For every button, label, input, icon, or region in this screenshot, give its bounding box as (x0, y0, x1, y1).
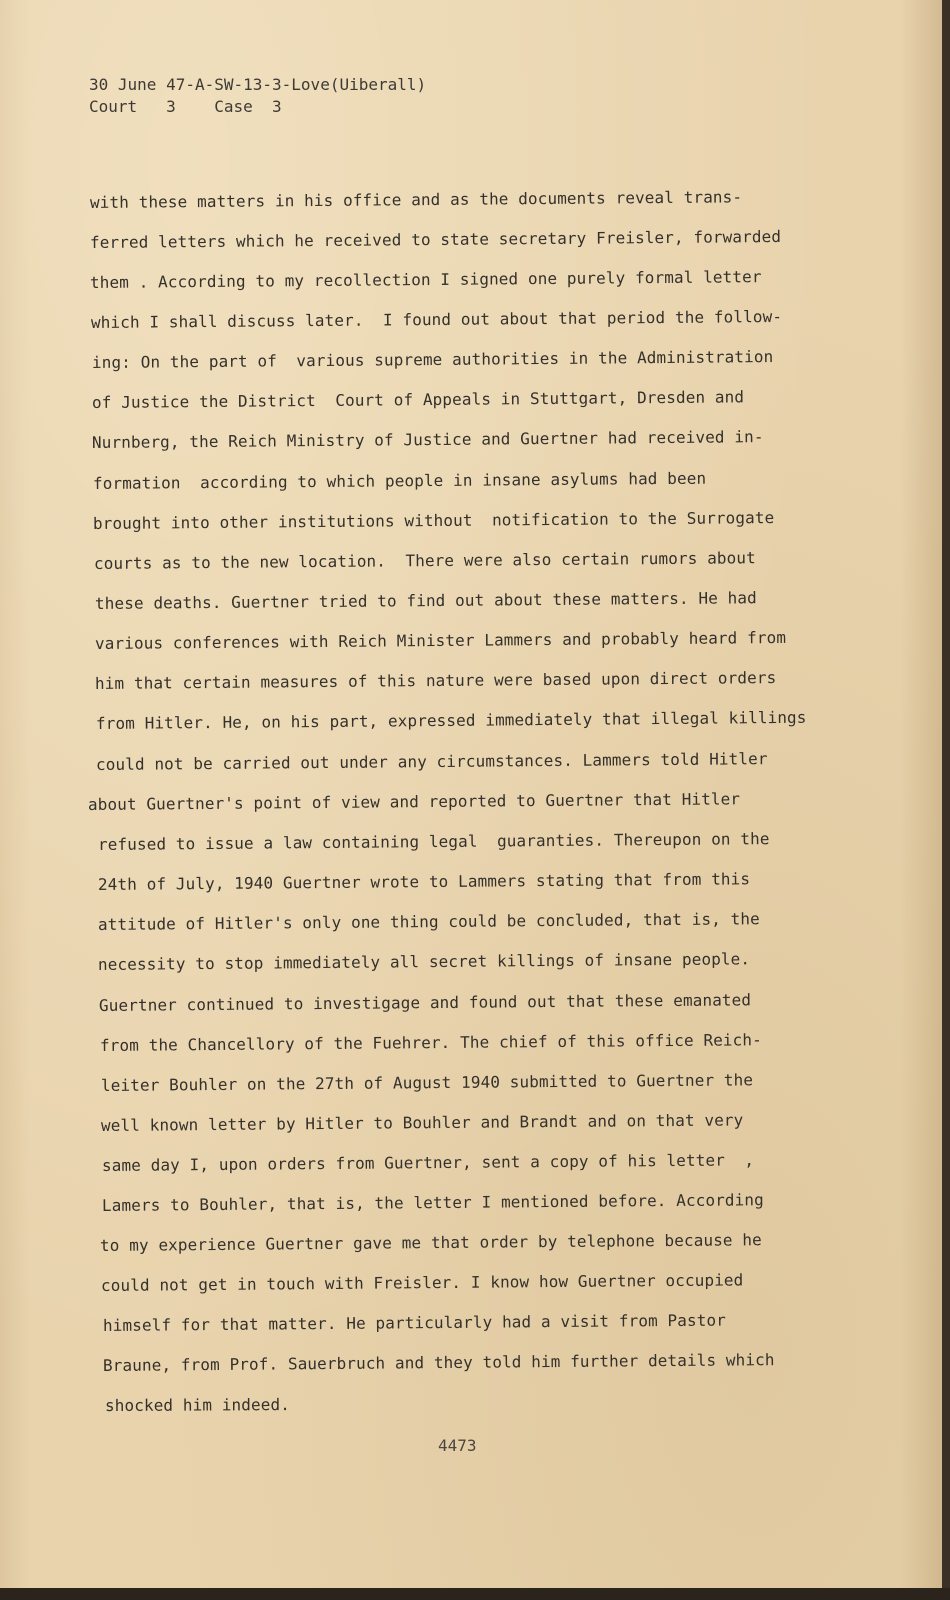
body-line: from the Chancellory of the Fuehrer. The chief of this office Reich- (99, 1030, 762, 1055)
scan-edge-right (942, 0, 950, 1600)
body-line: formation according to which people in insane asylums had been (92, 468, 707, 493)
body-line: shocked him indeed. (104, 1395, 290, 1415)
body-line: ing: On the part of various supreme authorities in the Administration (91, 347, 774, 372)
body-line: well known letter by Hitler to Bouhler and Brandt and on that very (100, 1110, 744, 1135)
body-line: Braune, from Prof. Sauerbruch and they told him further details which (102, 1350, 775, 1375)
body-line: leiter Bouhler on the 27th of August 1940 submitted to Guertner the (100, 1070, 754, 1095)
body-line: them . According to my recollection I signed one purely formal letter (89, 267, 762, 292)
body-line: could not be carried out under any circumstances. Lammers told Hitler (95, 749, 768, 774)
body-line: which I shall discuss later. I found out about that period the follow- (90, 306, 783, 332)
body-line: himself for that matter. He particularly had a visit from Pastor (102, 1310, 726, 1335)
body-line: refused to issue a law containing legal guaranties. Thereupon on the (97, 829, 770, 854)
body-line: same day I, upon orders from Guertner, sent a copy of his letter , (101, 1150, 755, 1175)
body-line: ferred letters which he received to state secretary Freisler, forwarded (89, 226, 782, 252)
body-line: him that certain measures of this nature were based upon direct orders (94, 668, 777, 693)
body-line: Lamers to Bouhler, that is, the letter I mentioned before. According (101, 1190, 764, 1215)
header-line-court-case: Court 3 Case 3 (89, 97, 282, 116)
body-line: to my experience Guertner gave me that order by telephone because he (99, 1230, 762, 1255)
body-line: attitude of Hitler's only one thing could be concluded, that is, the (97, 909, 760, 934)
body-line: with these matters in his office and as the documents reveal trans- (89, 187, 743, 212)
document-header (89, 74, 426, 118)
body-line: of Justice the District Court of Appeals in Stuttgart, Dresden and (91, 387, 745, 412)
body-line: could not get in touch with Freisler. I know how Guertner occupied (100, 1270, 744, 1295)
body-line: about Guertner's point of view and reported to Guertner that Hitler (87, 789, 741, 814)
scan-edge-bottom (0, 1588, 950, 1600)
body-line: these deaths. Guertner tried to find out about these matters. He had (94, 588, 757, 613)
body-line: various conferences with Reich Minister Lammers and probably heard from (94, 627, 787, 653)
body-line: Nurnberg, the Reich Ministry of Justice and Guertner had received in- (91, 427, 764, 452)
body-line: necessity to stop immediately all secret killings of insane people. (97, 949, 751, 974)
body-line: courts as to the new location. There were also certain rumors about (93, 548, 756, 573)
header-line-date-reference: 30 June 47-A-SW-13-3-Love(Uiberall) (89, 75, 427, 94)
body-line: 24th of July, 1940 Guertner wrote to Lammers stating that from this (97, 869, 751, 894)
body-line: Guertner continued to investigage and found out that these emanated (98, 990, 752, 1015)
body-line: from Hitler. He, on his part, expressed immediately that illegal killings (95, 707, 807, 733)
page-number: 4473 (438, 1436, 477, 1455)
body-line: brought into other institutions without notification to the Surrogate (92, 508, 775, 533)
